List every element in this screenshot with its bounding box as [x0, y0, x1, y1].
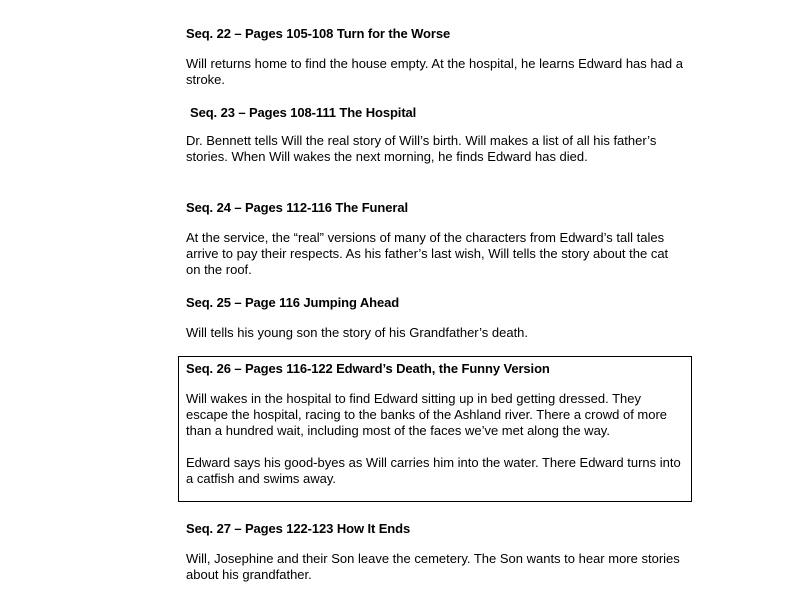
sequence-summary: Will returns home to find the house empty. At the hospital, he learns Edward has had a stroke.	[186, 56, 683, 87]
sequence-22	[186, 26, 686, 88]
sequence-23-body	[186, 119, 686, 165]
sequence-summary: Will, Josephine and their Son leave the cemetery. The Son wants to hear more stories about his grandfather.	[186, 551, 680, 582]
sequence-26	[186, 361, 686, 487]
sequence-heading: Seq. 25 – Page 116 Jumping Ahead	[186, 295, 400, 310]
sequence-24	[186, 200, 686, 278]
sequence-summary: Will wakes in the hospital to find Edward sitting up in bed getting dressed. They escape the hospital, racing to the banks of the Ashland river. There a crowd of more than a hundred wait, including most of the faces we’ve met along the way.	[186, 391, 668, 438]
sequence-heading: Seq. 26 – Pages 116-122 Edward’s Death, the Funny Version	[186, 361, 550, 376]
sequence-summary: Will tells his young son the story of his Grandfather’s death.	[186, 325, 529, 340]
sequence-heading: Seq. 24 – Pages 112-116 The Funeral	[186, 200, 408, 215]
sequence-27	[186, 521, 686, 583]
sequence-heading: Seq. 22 – Pages 105-108 Turn for the Worse	[186, 26, 451, 41]
sequence-25	[186, 295, 686, 341]
sequence-summary: At the service, the “real” versions of many of the characters from Edward’s tall tales arrive to pay their respects. As his father’s last wish, Will tells the story about the cat on the roof.	[186, 230, 669, 277]
sequence-heading: Seq. 23 – Pages 108-111 The Hospital	[190, 105, 417, 120]
sequence-heading: Seq. 27 – Pages 122-123 How It Ends	[186, 521, 411, 536]
sequence-summary: Edward says his good-byes as Will carries him into the water. There Edward turns into a catfish and swims away.	[186, 455, 681, 486]
sequence-summary: Dr. Bennett tells Will the real story of Will’s birth. Will makes a list of all his father’s stories. When Will wakes the next morning, he finds Edward has died.	[186, 133, 657, 164]
